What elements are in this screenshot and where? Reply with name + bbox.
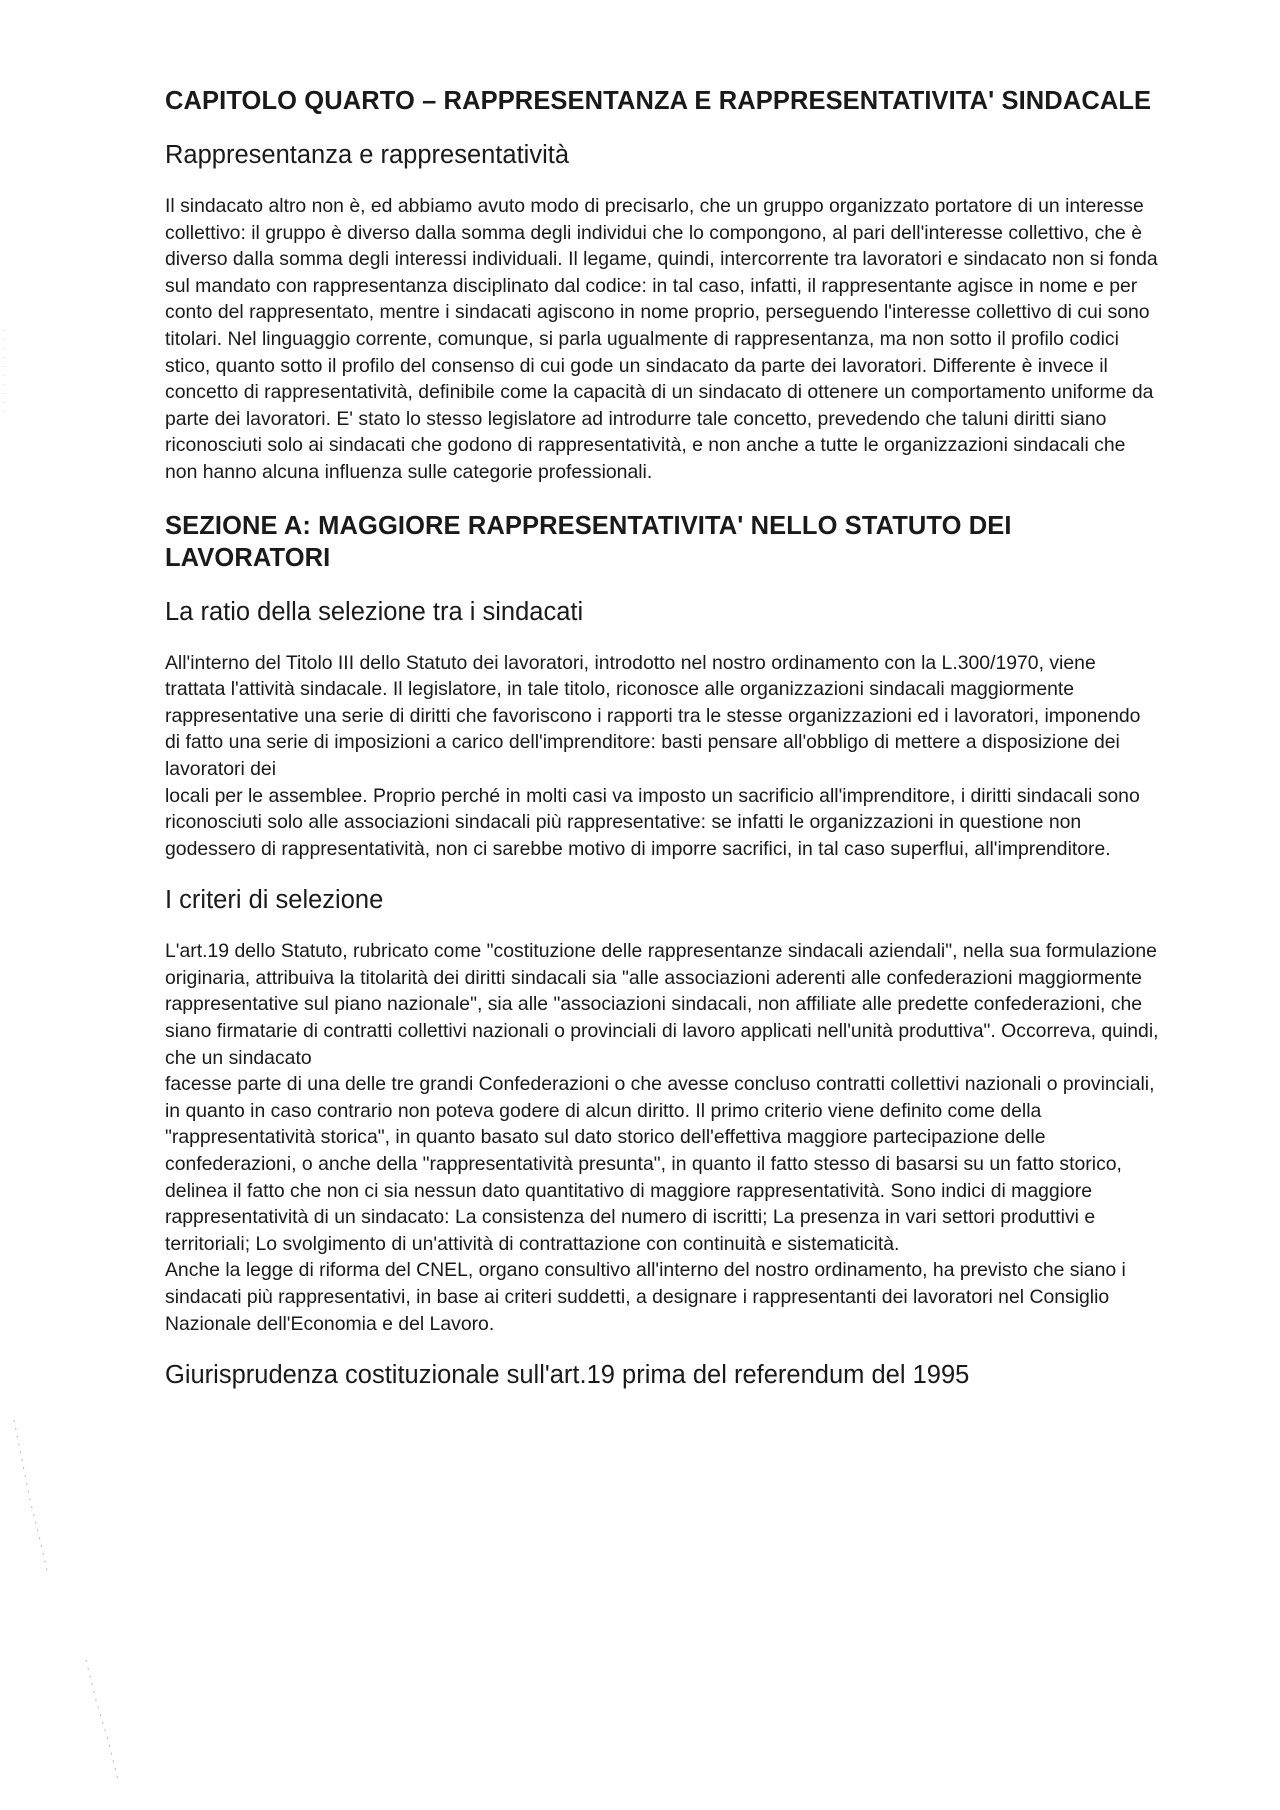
ratio-heading: La ratio della selezione tra i sindacati	[165, 597, 584, 626]
criteria-paragraph-2: facesse parte di una delle tre grandi Confederazioni o che avesse concluso contratti collettivi nazionali o provinciali, in quanto in caso contrario non poteva godere di alcun diritto. Il primo criterio viene definito come della "rappresentatività storica", in quanto basato sul dato storico dell'effettiva maggiore partecipazione delle confederazioni, o anche della "rappresentatività presunta", in quanto il fatto stesso di basarsi su un fatto storico, delinea il fatto che non ci sia nessun dato quantitativo di maggiore rappresentatività. Sono indici di maggiore rappresentatività di un sindacato: La consistenza del numero di iscritti; La presenza in vari settori produttivi e territoriali; Lo svolgimento di un'attività di contrattazione con continuità e sistematicità.	[165, 1073, 1155, 1255]
criteria-paragraph-1: L'art.19 dello Statuto, rubricato come "costituzione delle rappresentanze sindacali aziendali", nella sua formulazione originaria, attribuiva la titolarità dei diritti sindacali sia "alle associazioni aderenti alle confederazioni maggiormente rappresentative sul piano nazionale", sia alle "associazioni sindacali, non affiliate alle predette confederazioni, che siano firmatarie di contratti collettivi nazionali o provinciali di lavoro applicati nell'unità produttiva". Occorreva, quindi, che un sindacato	[165, 940, 1159, 1069]
document-page	[165, 85, 1160, 1413]
scan-mark-left-2	[86, 1660, 118, 1780]
ratio-paragraph-2: locali per le assemblee. Proprio perché in molti casi va imposto un sacrificio all'imprenditore, i diritti sindacali sono riconosciuti solo alle associazioni sindacali più rappresentative: se infatti le organizzazioni in questione non godessero di rappresentatività, non ci sarebbe motivo di imporre sacrifici, in tal caso superflui, all'imprenditore.	[165, 784, 1140, 860]
intro-heading: Rappresentanza e rappresentatività	[165, 141, 570, 169]
criteria-paragraph-3: Anche la legge di riforma del CNEL, organo consultivo all'interno del nostro ordinamento, ha previsto che siano i sindacati più rappresentativi, in base ai criteri suddetti, a designare i rappresentanti dei lavoratori nel Consiglio Nazionale dell'Economia e del Lavoro.	[165, 1259, 1126, 1335]
jurisprudence-heading: Giurisprudenza costituzionale sull'art.19 prima del referendum del 1995	[165, 1361, 970, 1390]
section-a-title: SEZIONE A: MAGGIORE RAPPRESENTATIVITA' NELLO STATUTO DEI LAVORATORI	[165, 511, 1012, 572]
scan-mark-left-1	[14, 1420, 48, 1575]
ratio-paragraph-1: All'interno del Titolo III dello Statuto dei lavoratori, introdotto nel nostro ordinamento con la L.300/1970, viene trattata l'attività sindacale. Il legislatore, in tale titolo, riconosce alle organizzazioni sindacali maggiormente rappresentative una serie di diritti che favoriscono i rapporti tra le stesse organizzazioni ed i lavoratori, imponendo di fatto una serie di imposizioni a carico dell'imprenditore: basti pensare all'obbligo di mettere a disposizione dei lavoratori dei	[165, 651, 1141, 780]
chapter-title: CAPITOLO QUARTO – RAPPRESENTANZA E RAPPRESENTATIVITA' SINDACALE	[165, 87, 1152, 115]
criteria-heading: I criteri di selezione	[165, 886, 384, 915]
intro-paragraph: Il sindacato altro non è, ed abbiamo avuto modo di precisarlo, che un gruppo organizzato portatore di un interesse collettivo: il gruppo è diverso dalla somma degli individui che lo compongono, al pari dell'interesse collettivo, che è diverso dalla somma degli interessi individuali. Il legame, quindi, intercorrente tra lavoratori e sindacato non si fonda sul mandato con rappresentanza disciplinato dal codice: in tal caso, infatti, il rappresentante agisce in nome e per conto del rappresentato, mentre i sindacati agiscono in nome proprio, perseguendo l'interesse collettivo di cui sono titolari. Nel linguaggio corrente, comunque, si parla ugualmente di rappresentanza, ma non sotto il profilo codici stico, quanto sotto il profilo del consenso di cui gode un sindacato da parte dei lavoratori. Differente è invece il concetto di rappresentatività, definibile come la capacità di un sindacato di ottenere un comportamento uniforme da parte dei lavoratori. E' stato lo stesso legislatore ad introdurre tale concetto, prevedendo che taluni diritti siano riconosciuti solo ai sindacati che godono di rappresentatività, e non anche a tutte le organizzazioni sindacali che non hanno alcuna influenza sulle categorie professionali.	[165, 195, 1158, 483]
